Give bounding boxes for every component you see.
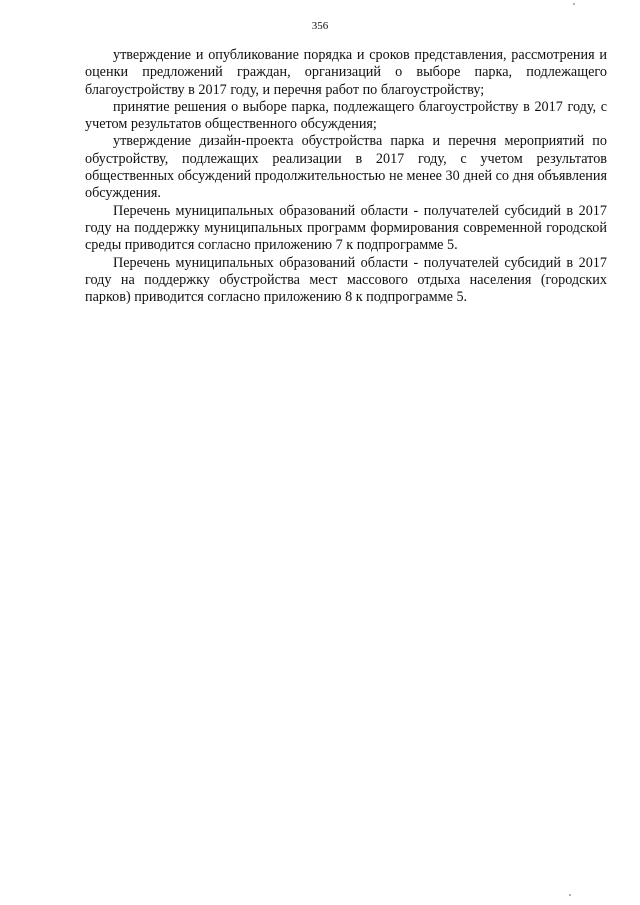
paragraph-park-subsidies: Перечень муниципальных образований области - получателей субсидий в 2017 году на поддержку обустройства мест массового отдыха населения (городских парков) приводится согласно приложению 8 к подпрограмме 5. xyxy=(85,254,607,306)
paragraph-design-project: утверждение дизайн-проекта обустройства парка и перечня мероприятий по обустройству, подлежащих реализации в 2017 году, с учетом результатов общественных обсуждений продолжительностью не менее 30 дней со дня объявления обсуждения. xyxy=(85,133,607,202)
paragraph-urban-environment-subsidies: Перечень муниципальных образований области - получателей субсидий в 2017 году на поддержку муниципальных программ формирования современной городской среды приводится согласно приложению 7 к подпрограмме 5. xyxy=(85,202,607,254)
paragraph-park-selection: принятие решения о выборе парка, подлежащего благоустройству в 2017 году, с учетом результатов общественного обсуждения; xyxy=(85,98,607,133)
page-number: 356 xyxy=(311,20,329,32)
scan-speck-bottom-right xyxy=(569,894,571,896)
document-body xyxy=(85,47,607,306)
paragraph-approval-procedure: утверждение и опубликование порядка и сроков представления, рассмотрения и оценки предложений граждан, организаций о выборе парка, подлежащего благоустройству в 2017 году, и перечня работ по благоустройству; xyxy=(85,47,607,98)
scan-speck-top-right xyxy=(573,3,575,5)
